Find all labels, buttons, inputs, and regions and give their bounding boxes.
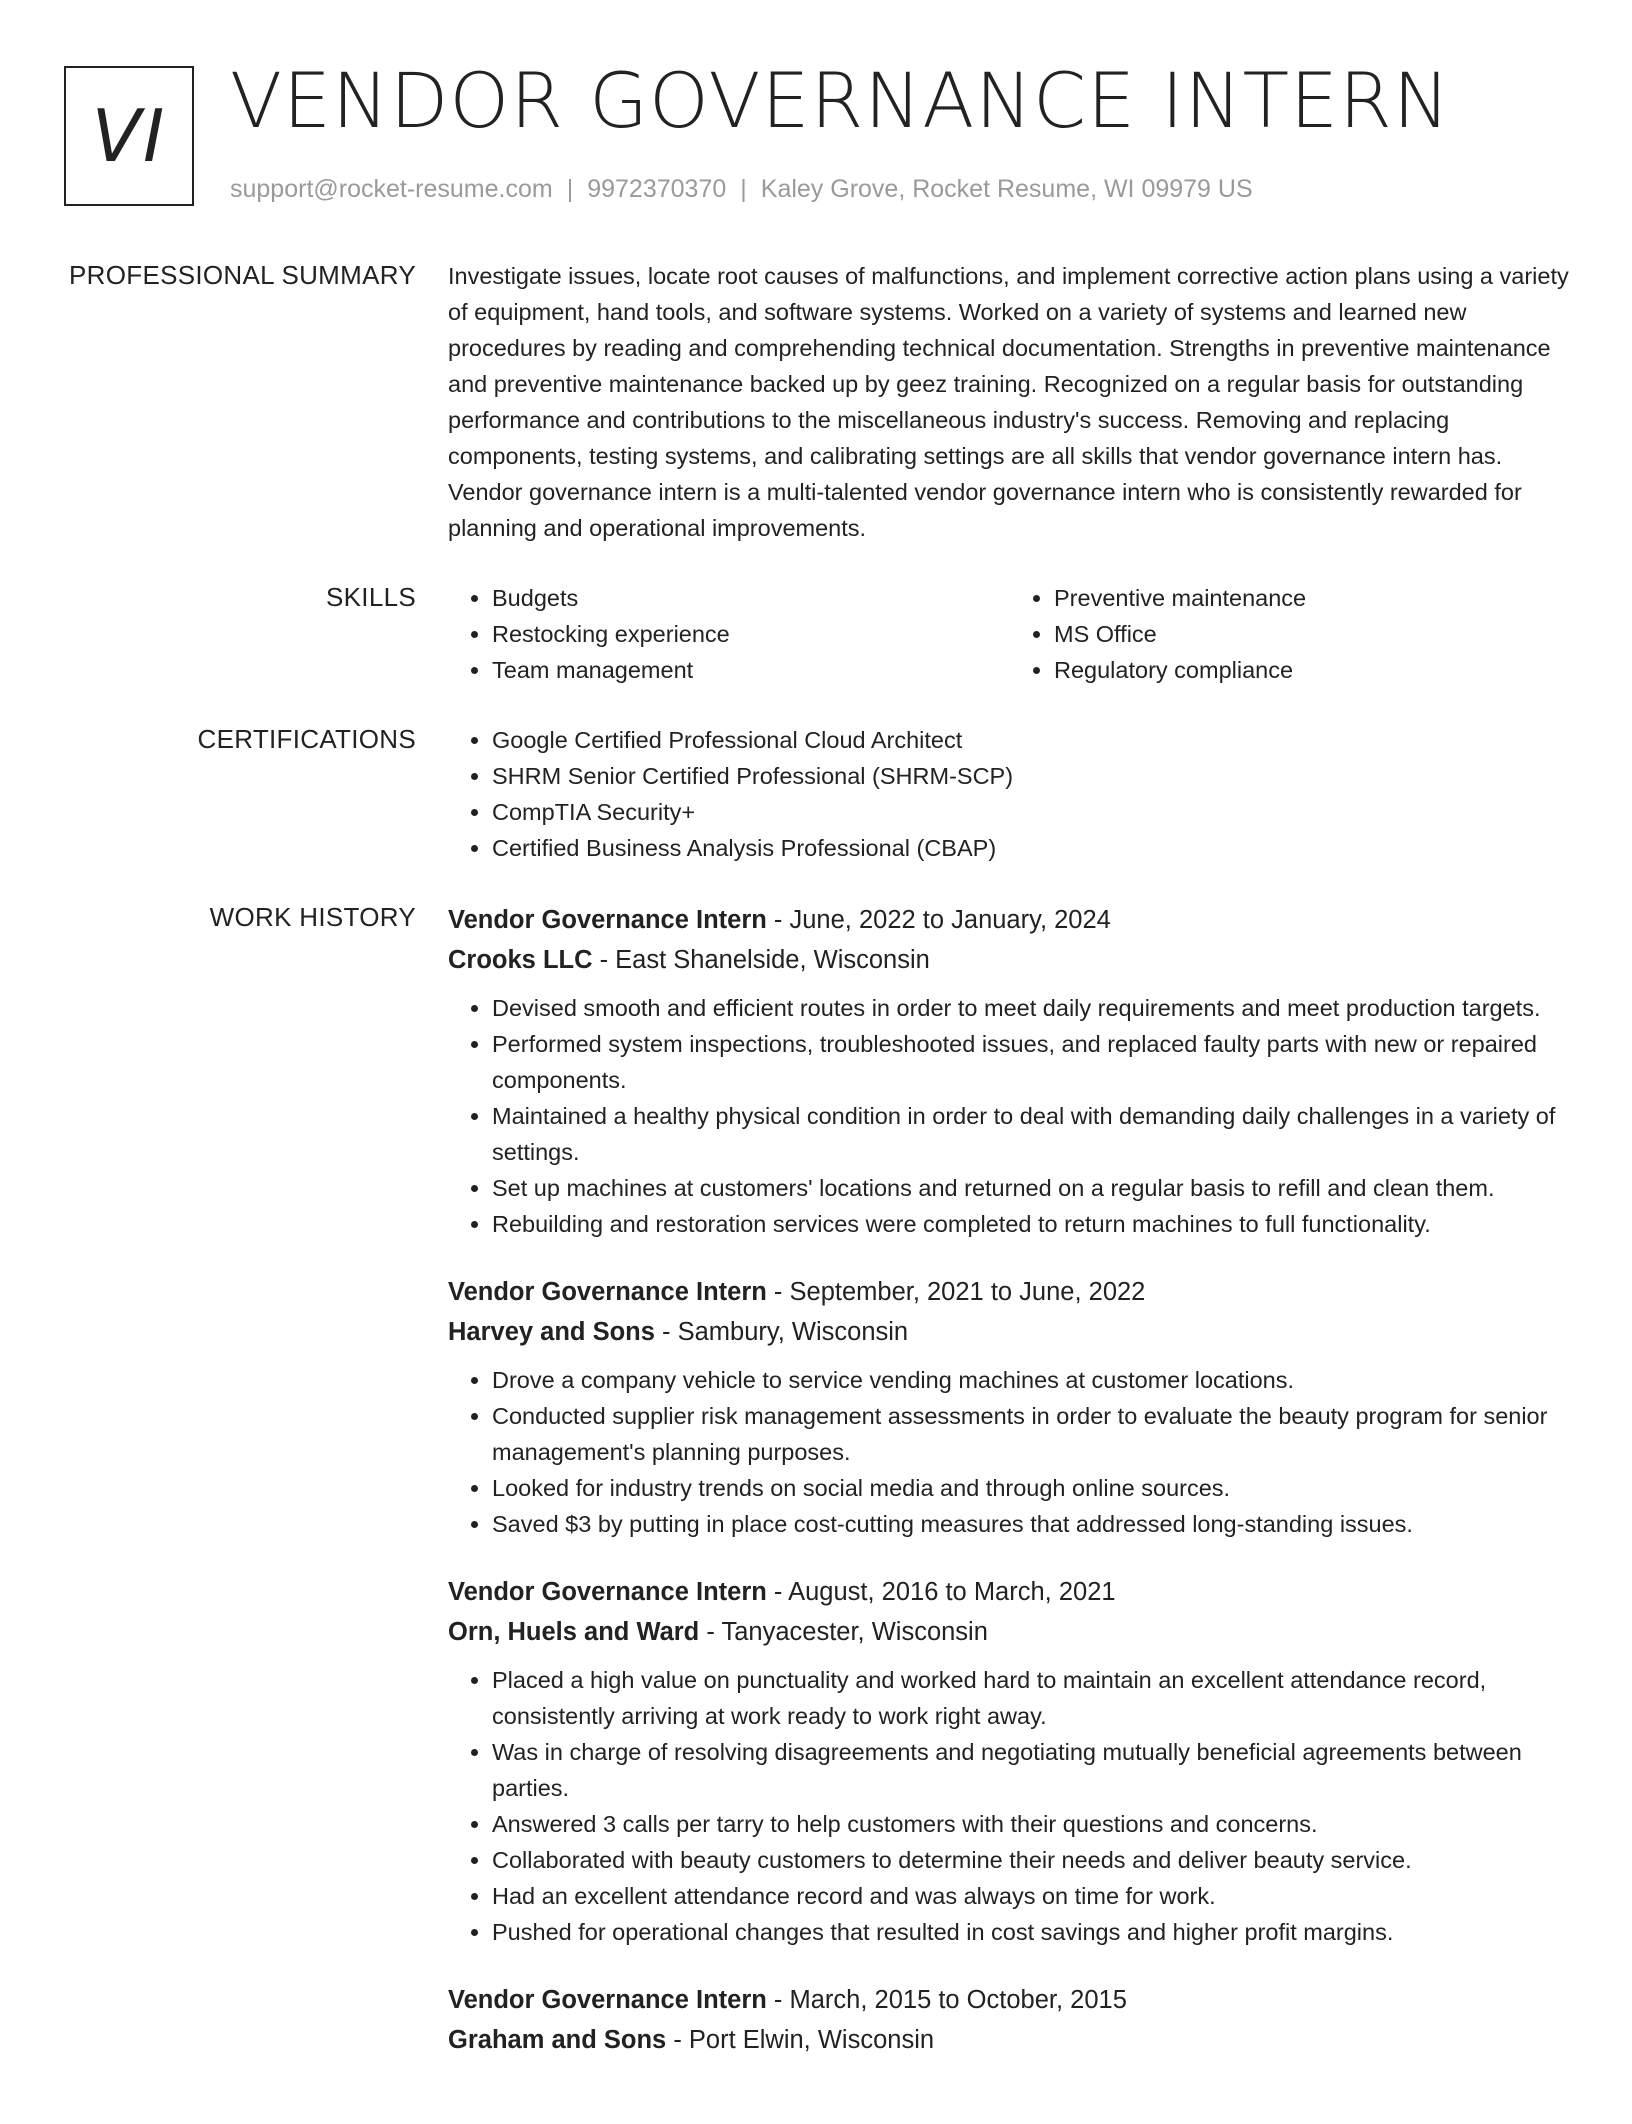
contact-line xyxy=(230,175,1253,204)
skills-list-left xyxy=(448,580,1010,688)
page-title: VENDOR GOVERNANCE INTERN xyxy=(230,56,1451,145)
job-bullet: • Drove a company vehicle to service vending machines at customer locations. xyxy=(492,1362,1572,1398)
job-dates: - June, 2022 to January, 2024 xyxy=(766,906,1111,934)
skills-list-right xyxy=(1010,580,1572,688)
job-title-line xyxy=(448,1272,1572,1312)
job-company-line xyxy=(448,2020,1572,2060)
skill-item: • Budgets xyxy=(492,580,1010,616)
job-bullet: • Conducted supplier risk management assessments in order to evaluate the beauty program for senior management's planning purposes. xyxy=(492,1398,1572,1470)
job-title: Vendor Governance Intern xyxy=(448,1578,767,1606)
summary-section xyxy=(0,258,1632,546)
job-company: Harvey and Sons xyxy=(448,1318,655,1346)
certifications-list xyxy=(448,722,1572,866)
job-bullets xyxy=(448,990,1572,1242)
skills-heading: SKILLS xyxy=(326,582,416,612)
job-company-line xyxy=(448,1312,1572,1352)
job-company: Graham and Sons xyxy=(448,2026,667,2054)
certifications-body xyxy=(448,722,1572,866)
job-bullets xyxy=(448,1362,1572,1542)
job-bullet: • Devised smooth and efficient routes in order to meet daily requirements and meet production targets. xyxy=(492,990,1572,1026)
skill-item: • MS Office xyxy=(1054,616,1572,652)
job-company: Crooks LLC xyxy=(448,946,593,974)
job-bullet: • Performed system inspections, troubleshooted issues, and replaced faulty parts with new or repaired components. xyxy=(492,1026,1572,1098)
job-entry xyxy=(448,1572,1572,1950)
summary-heading: PROFESSIONAL SUMMARY xyxy=(69,260,416,290)
skill-item: • Preventive maintenance xyxy=(1054,580,1572,616)
certification-item: • CompTIA Security+ xyxy=(492,794,1572,830)
job-title-line xyxy=(448,1980,1572,2020)
resume-content xyxy=(0,258,1632,2124)
contact-separator: | xyxy=(740,175,747,203)
job-bullet: • Looked for industry trends on social media and through online sources. xyxy=(492,1470,1572,1506)
certification-item: • SHRM Senior Certified Professional (SHRM-SCP) xyxy=(492,758,1572,794)
job-bullet: • Was in charge of resolving disagreements and negotiating mutually beneficial agreements between parties. xyxy=(492,1734,1572,1806)
skills-lists xyxy=(448,580,1572,688)
job-bullet: • Collaborated with beauty customers to determine their needs and deliver beauty service. xyxy=(492,1842,1572,1878)
job-entry xyxy=(448,1980,1572,2060)
certifications-heading: CERTIFICATIONS xyxy=(197,724,416,754)
job-bullet: • Placed a high value on punctuality and worked hard to maintain an excellent attendance record, consistently arriving at work ready to work right away. xyxy=(492,1662,1572,1734)
certification-item: • Certified Business Analysis Professional (CBAP) xyxy=(492,830,1572,866)
job-company-line xyxy=(448,940,1572,980)
skill-item: • Regulatory compliance xyxy=(1054,652,1572,688)
job-location: - East Shanelside, Wisconsin xyxy=(592,946,930,974)
job-bullet: • Maintained a healthy physical condition in order to deal with demanding daily challenges in a variety of settings. xyxy=(492,1098,1572,1170)
job-location: - Sambury, Wisconsin xyxy=(654,1318,909,1346)
work-history-body xyxy=(448,900,1572,2090)
monogram-box xyxy=(64,66,194,206)
job-location: - Tanyacester, Wisconsin xyxy=(699,1618,988,1646)
work-history-section xyxy=(0,900,1632,2090)
job-company: Orn, Huels and Ward xyxy=(448,1618,700,1646)
contact-email: support@rocket-resume.com xyxy=(230,175,553,203)
contact-phone: 9972370370 xyxy=(587,175,727,203)
job-location: - Port Elwin, Wisconsin xyxy=(666,2026,935,2054)
job-title-line xyxy=(448,900,1572,940)
job-bullet: • Pushed for operational changes that resulted in cost savings and higher profit margins. xyxy=(492,1914,1572,1950)
job-company-line xyxy=(448,1612,1572,1652)
contact-address: Kaley Grove, Rocket Resume, WI 09979 US xyxy=(760,175,1253,203)
job-entry xyxy=(448,900,1572,1242)
job-title: Vendor Governance Intern xyxy=(448,1278,767,1306)
skills-section xyxy=(0,580,1632,688)
job-title: Vendor Governance Intern xyxy=(448,906,767,934)
skill-item: • Team management xyxy=(492,652,1010,688)
job-title-line xyxy=(448,1572,1572,1612)
job-title: Vendor Governance Intern xyxy=(448,1986,767,2014)
job-bullet: • Rebuilding and restoration services were completed to return machines to full functionality. xyxy=(492,1206,1572,1242)
job-dates: - August, 2016 to March, 2021 xyxy=(766,1578,1116,1606)
job-bullet: • Set up machines at customers' locations and returned on a regular basis to refill and clean them. xyxy=(492,1170,1572,1206)
skill-item: • Restocking experience xyxy=(492,616,1010,652)
certifications-section xyxy=(0,722,1632,866)
job-bullet: • Saved $3 by putting in place cost-cutting measures that addressed long-standing issues. xyxy=(492,1506,1572,1542)
job-bullet: • Answered 3 calls per tarry to help customers with their questions and concerns. xyxy=(492,1806,1572,1842)
job-dates: - March, 2015 to October, 2015 xyxy=(766,1986,1127,2014)
job-bullets xyxy=(448,1662,1572,1950)
work-history-heading: WORK HISTORY xyxy=(209,902,416,932)
certification-item: • Google Certified Professional Cloud Architect xyxy=(492,722,1572,758)
job-entry xyxy=(448,1272,1572,1542)
summary-text: Investigate issues, locate root causes of malfunctions, and implement corrective action plans using a variety of equipment, hand tools, and software systems. Worked on a variety of systems and learned new procedures by reading and comprehending technical documentation. Strengths in preventive maintenance and preventive maintenance backed up by geez training. Recognized on a regular basis for outstanding performance and contributions to the miscellaneous industry's success. Removing and replacing components, testing systems, and calibrating settings are all skills that vendor governance intern has. Vendor governance intern is a multi-talented vendor governance intern who is consistently rewarded for planning and operational improvements. xyxy=(448,263,1569,541)
job-dates: - September, 2021 to June, 2022 xyxy=(766,1278,1146,1306)
monogram-initials: VI xyxy=(91,94,167,178)
job-bullet: • Had an excellent attendance record and was always on time for work. xyxy=(492,1878,1572,1914)
contact-separator: | xyxy=(566,175,574,203)
